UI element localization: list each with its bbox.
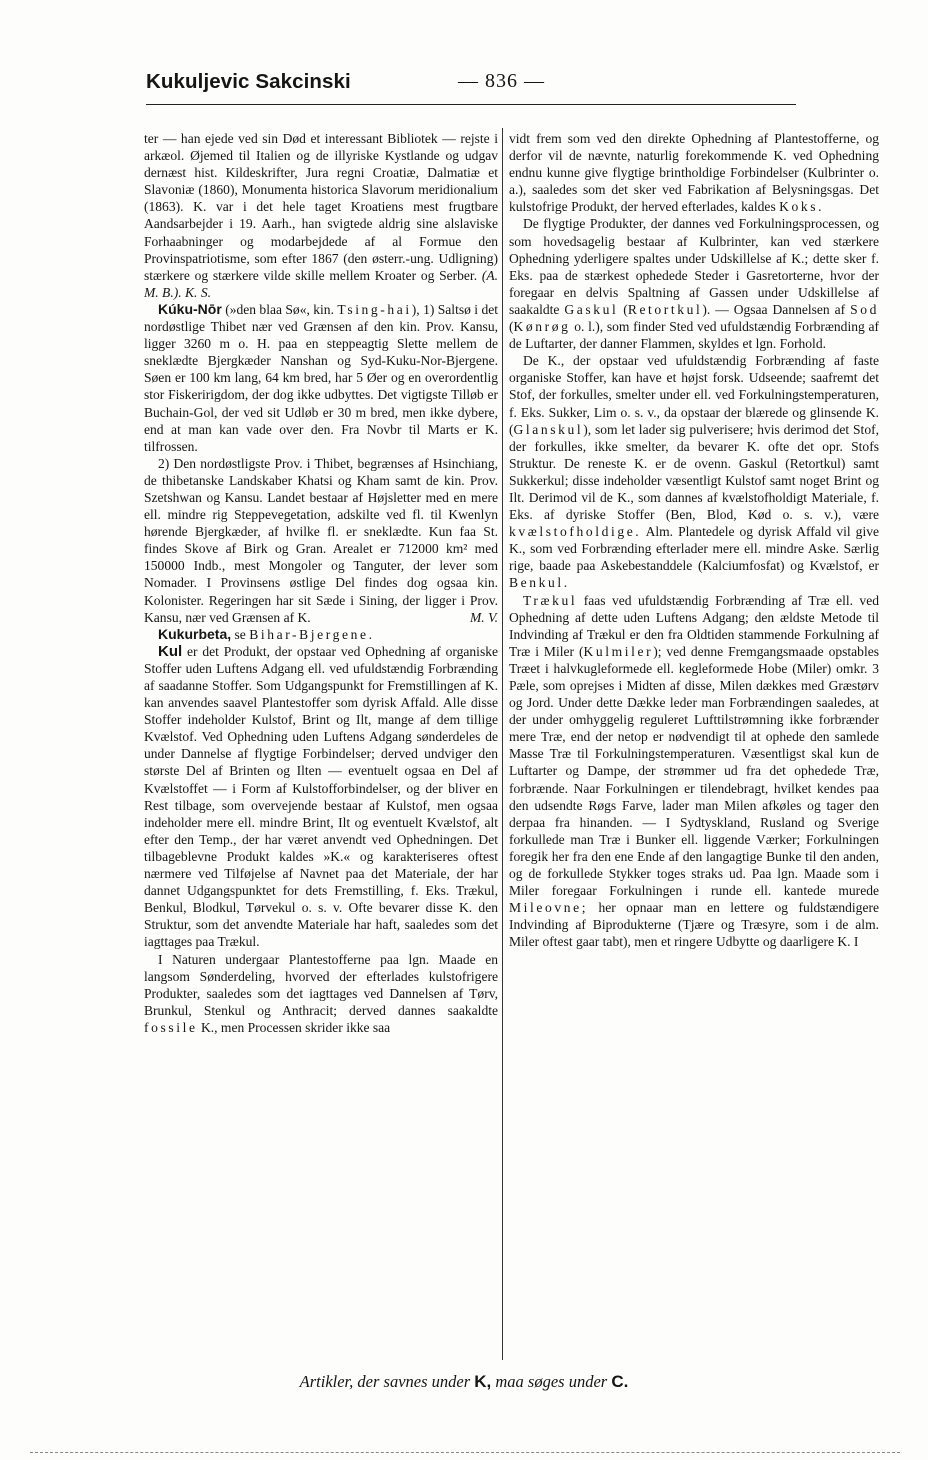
- r2-text-i: o. l.), som finder Sted ved ufuldstændig Forbrænding af de Luftarter, der danner Flammen, skyldes et lgn. Forhold.: [509, 319, 879, 352]
- r1-text: vidt frem som ved den direkte Ophedning af Plantestofferne, og derfor vil de nævnte, naturlig forekommende K. ved Ophedning endnu kunne give flygtige brintholdige Forbindelser (Kulbrinter o. a.), saaledes som det sker ved Fabrikation af Belysningsgas. Det kulstofrige Produkt, der herved efterlades, kaldes: [509, 131, 879, 215]
- term-kvaelstofholdige: kvælstofholdige.: [509, 524, 642, 540]
- term-sod: Sod: [850, 301, 879, 317]
- r2-paren-open: (: [623, 301, 628, 317]
- term-glanskul: Glanskul: [513, 421, 584, 437]
- page-number: — 836 —: [458, 70, 545, 92]
- footer-text-mid: maa søges under: [495, 1372, 608, 1391]
- right-column: [509, 130, 879, 1360]
- term-koks: Koks.: [779, 199, 825, 215]
- headword-kul: Kul: [158, 642, 183, 660]
- paragraph-r3: [509, 352, 879, 591]
- term-mileovne: Mileovne;: [509, 900, 589, 916]
- r4-text-b: faas ved ufuldstændig Forbrænding af Træ ell. ved Ophedning af dette uden Luftens Adgang; den ældste Metode til Indvinding af Trækul er den fra Oldtiden stammende Forkulning af Træ i Miler (: [509, 592, 879, 659]
- footer-letter-c: C.: [611, 1372, 629, 1391]
- running-title: Kukuljevic Sakcinski: [146, 70, 351, 93]
- paragraph-kukuljevic-end: [144, 130, 498, 301]
- kuku-text-2: 2) Den nordøstligste Prov. i Thibet, begrænses af Hsinchiang, de thibetanske Landskaber Khatsi og Kham samt de kin. Prov. Szetshwan og Kansu. Landet bestaar af Højsletter med en mere ell. mindre rig Steppevegetation, adskilte ved fl. til Kwenlyn hørende Bjergkæder, af hvilke fl. er sneklædte. Kun faa St. findes Skove af Birk og Gran. Arealet er 712000 km² med 150000 Indb., mest Mongoler og Tanguter, der lever som Nomader. I Provinsens østlige Del findes dog ogsaa kin. Kolonister. Regeringen har sit Sæde i Sining, der ligger i Prov. Kansu, nær ved Grænsen af K.: [144, 455, 498, 625]
- term-konrog: Kønrøg: [513, 319, 571, 335]
- term-gaskul: Gaskul: [564, 301, 619, 317]
- term-traekul: Trækul: [523, 592, 578, 608]
- kukuljevic-text: ter — han ejede ved sin Død et interessant Bibliotek — rejste i arkæol. Øjemed til Italien og de illyriske Kystlande og udgav dernæst hist. Kildeskrifter, Jura regni Croatiæ, Dalmatiæ et Slavoniæ (1860), Monumenta historica Slavorum meridionalium (1863). K. var i det hele taget Kroatiens mest frugtbare Aandsarbejder i 19. Aarh., han svigtede aldrig sine alslaviske Forhaabninger og modarbejdede af al Formue den Provinspatriotisme, som efter 1867 (den østerr.-ung. Udligning) stærkere og stærkere vilde skille mellem Kroater og Serber.: [144, 131, 498, 283]
- kuku-text-a: (»den blaa Sø«, kin.: [225, 301, 334, 317]
- footer-letter-k: K,: [474, 1372, 492, 1391]
- r2-paren-open-2: (: [509, 319, 514, 335]
- r3-text-a: De K., der opstaar ved ufuldstændig Forbrænding af faste organiske Stoffer, kan have et højst forsk. Udseende; saafremt det Stof, der forkulles, smelter under ell. ved Forkulningstemperaturen, f. Eks. Sukker, Lim o. s. v., da opstaar der blærede og glinsende K. (: [509, 353, 879, 437]
- entry-kul-2: [144, 951, 498, 1036]
- term-benkul: Benkul.: [509, 575, 570, 591]
- headword-kukurbeta: Kukurbeta,: [158, 625, 232, 642]
- kuku-text-c: ), 1) Saltsø i det nordøstlige Thibet nær ved Grænsen af den kin. Prov. Kansu, ligger 3260 m o. H. paa en steppeagtig Slette mellem de sneklædte Bjergkæder Nanshan og Syd-Kuku-Nor-Bjergene. Søen er 100 km lang, 64 km bred, har 5 Øer og en overordentlig stor Fiskeririgdom, der dog ikke udbyttes. Det vigtigste Tilløb er Buchain-Gol, der ved sit Udløb er 30 m bred, men ikke dybere, end at man kan vade over den. Fra Novbr til Marts er K. tilfrossen.: [144, 301, 498, 454]
- kul-text-2a: I Naturen undergaar Plantestofferne paa lgn. Maade en langsom Sønderdeling, hvorved der efterlades kulstofrigere Produkter, saaledes som det iagttages ved Dannelsen af Tørv, Brunkul, Stenkul og Anthracit; derved dannes saakaldte: [144, 951, 498, 1018]
- paragraph-r4: [509, 592, 879, 951]
- bottom-edge-line: [30, 1452, 900, 1453]
- term-retortkul: Retortkul: [627, 301, 703, 317]
- r2-text-a: De flygtige Produkter, der dannes ved Forkulningsprocessen, og som hovedsagelig bestaar af Kulbrinter, kan ved stærkere Ophedning yderligere spaltes under Udskillelse af K.; dette sker f. Eks. paa de stærkest ophedede Steder i Gasretorterne, hvor der foregaar en delvis Spaltning af Gassen under Udskillelse af saakaldte: [509, 216, 879, 317]
- signature-kuku: M. V.: [470, 609, 498, 625]
- term-kulmiler: Kulmiler: [583, 643, 654, 659]
- r3-text-e: Alm. Plantedele og dyrisk Affald vil give K., som ved Forbrænding efterlader mere ell. mindre Aske. Særlig rige, baade paa Askebestanddele (Kalciumfosfat) og Kvælstof, er: [509, 524, 879, 574]
- headword-kuku-nor: Kúku-Nōr: [158, 300, 222, 317]
- paragraph-r1: [509, 130, 879, 215]
- paragraph-r2: [509, 215, 879, 352]
- kul-fossile: fossile: [144, 1019, 198, 1035]
- kul-text-1: er det Produkt, der opstaar ved Ophedning af organiske Stoffer uden Luftens Adgang ell. ved ufuldstændig Forbrænding af saadanne Stoffer. Som Udgangspunkt for Fremstillingen af K. kan anvendes saavel Plantestoffer som dyrisk Affald. Alle disse Stoffer indeholder Kulstof, Brint og Ilt, mange af dem tillige Kvælstof. Ved Ophedning uden Luftens Adgang sønderdeles de under Dannelse af flygtige Forbindelser; derved undviger den største Del af Brinten og Ilten — eventuelt ogsaa en Del af Kvælstoffet — i Form af Kulstofforbindelser, og der bliver en Rest tilbage, som overvejende bestaar af Kulstof, men ogsaa indeholder mere ell. mindre Brint, Ilt og eventuelt Kvælstof, alt efter den Temp., der har været anvendt ved Ophedningen. Det tilbageblevne Produkt kaldes »K.« og karakteriseres oftest nærmere ved Tilføjelse af Navnet paa det Materiale, der har dannet Udgangspunktet for dets Fremstilling, f. Eks. Trækul, Benkul, Blodkul, Tørvekul o. s. v. Ofte bevarer disse K. den Struktur, som det anvendte Materiale har haft, saaledes som det iagttages paa Trækul.: [144, 643, 498, 950]
- entry-kul: [144, 643, 498, 951]
- entry-kuku-nor: [144, 301, 498, 455]
- kul-text-2c: K., men Processen skrider ikke saa: [200, 1019, 391, 1035]
- column-divider: [502, 128, 503, 1360]
- kuku-spaced-name: Tsing-hai: [337, 301, 412, 317]
- entry-kukurbeta: [144, 626, 498, 643]
- signature-kukuljevic: (A. M. B.). K. S.: [144, 267, 498, 300]
- r4-text-f: her opnaar man en lettere og fuldstændigere Indvinding af Biprodukterne (Tjære og Træsyre, som i de alm. Miler oftest gaar tabt), men et ringere Udbytte og daarligere K. I: [509, 900, 879, 950]
- kukurbeta-text: se: [234, 626, 246, 642]
- r3-text-c: ), som let lader sig pulverisere; hvis derimod det Stof, der forkulles, ikke smelter, da bevarer K. ofte det opr. Stofs Struktur. De reneste K. er de ovenn. Gaskul (Retortkul) samt Sukkerkul; disse indeholder væsentligt Kulstof samt noget Brint og Ilt. Derimod vil de K., som dannes af kvælstofholdigt Materiale, f. Eks. af dyriske Stoffer (Ben, Blod, Kød o. s. v.), være: [509, 421, 879, 523]
- r4-text-d: ); ved denne Fremgangsmaade opstables Træet i halvkugleformede ell. kegleformede Hobe (Miler) omkr. 3 Pæle, som oprejses i Midten af disse, Milen dækkes med Græstørv og Jord. Under dette Dække leder man Forbrændingen saaledes, at der under omhyggelig reguleret Lufttilstrømning ikke forbrænder mere Træ, end der netop er nødvendigt til at ophede den samlede Masse Træ til Forkulningstemperaturen. Væsentligst skal kun de Luftarter og Dampe, der strømmer ud fra det ophedede Træ, forbrænde. Naar Forkulningen er tilendebragt, hvilket kendes paa den udsendte Røgs Farve, lader man Milen afkøles og tager den derpaa fra hinanden. — I Sydtyskland, Rusland og Sverige forkullede man Træ i Bunker ell. liggende Værker; Forkulningen foregik her fra den ene Ende af den langagtige Bunke til den anden, og de forkullede Stykker toges straks ud. Paa lgn. Maade som i Miler foregaar Forkulningen i runde ell. kantede murede: [509, 643, 879, 899]
- footer-note: [0, 1372, 928, 1392]
- left-column: [144, 130, 498, 1360]
- entry-kuku-nor-2: [144, 455, 498, 626]
- r2-text-e: ). — Ogsaa Dannelsen af: [702, 301, 846, 317]
- running-header: [146, 70, 796, 105]
- footer-text-pre: Artikler, der savnes under: [299, 1372, 471, 1391]
- kukurbeta-reference: Bihar-Bjergene.: [249, 626, 375, 642]
